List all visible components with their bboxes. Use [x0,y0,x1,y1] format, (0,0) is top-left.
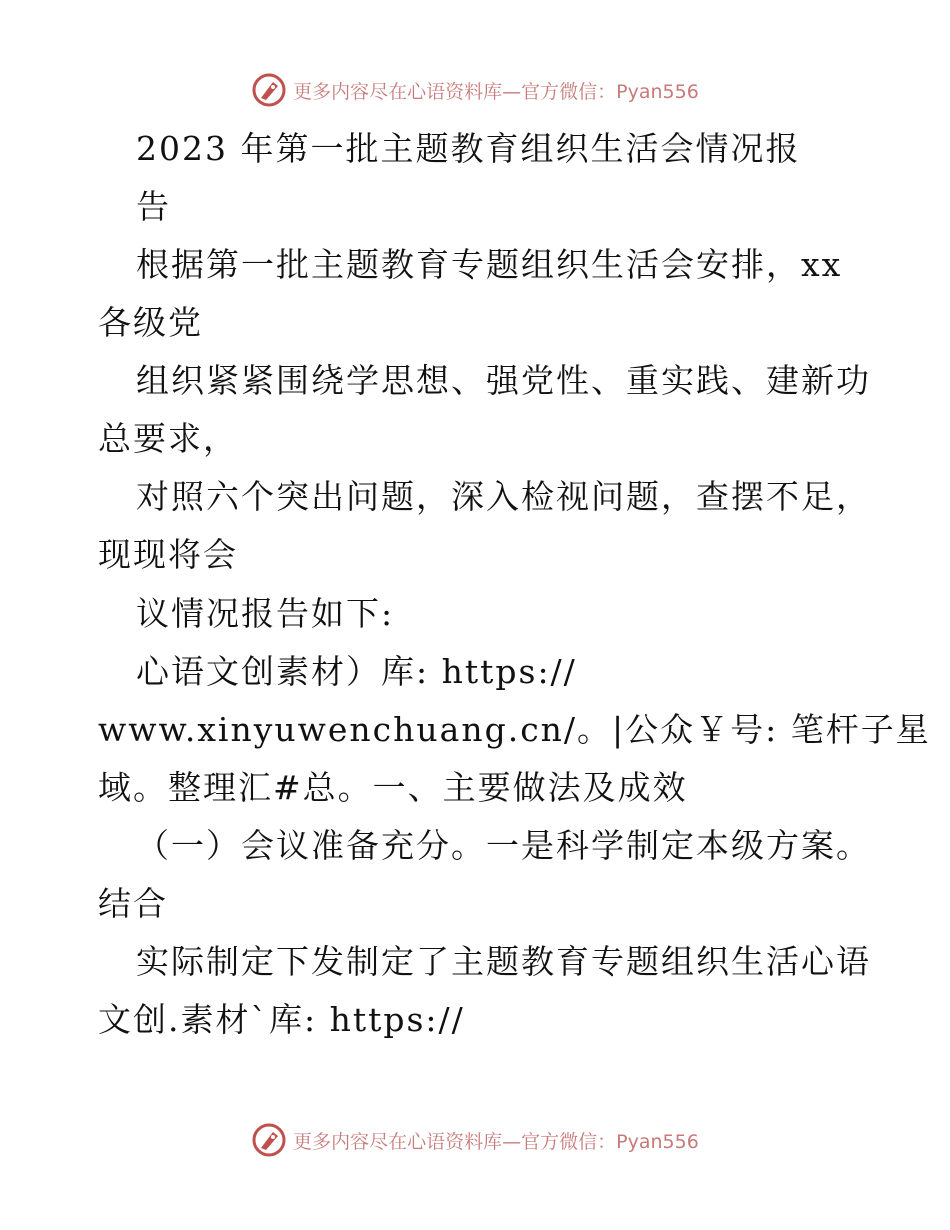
text-line: 现现将会 [98,535,238,574]
text-line: 总要求， [98,419,238,458]
text-line: （一）会议准备充分。一是科学制定本级方案。 [136,826,871,865]
pen-nib-logo-icon [251,72,287,108]
text-line: 议情况报告如下: [136,594,395,633]
text-line: 组织紧紧围绕学思想、强党性、重实践、建新功 [136,361,871,400]
text-line: 实际制定下发制定了主题教育专题组织生活心语 [136,942,871,981]
text-line: 2023 年第一批主题教育组织生活会情况报 [136,129,801,168]
watermark-text: 更多内容尽在心语资料库—官方微信：Pyan556 [293,80,699,103]
text-line: 告 [136,187,171,226]
text-line: 对照六个突出问题，深入检视问题，查摆不足， [136,477,871,516]
text-line: 根据第一批主题教育专题组织生活会安排，xx [136,245,843,284]
text-line: 心语文创素材）库: https:// [136,652,577,691]
text-line: 域。整理汇#总。一、主要做法及成效 [98,768,688,807]
text-line: 结合 [98,884,168,923]
text-line: www.xinyuwenchuang.cn/。|公众￥号: 笔杆子星 [98,710,931,749]
watermark-text: 更多内容尽在心语资料库—官方微信：Pyan556 [293,1130,699,1153]
pen-nib-logo-icon [251,1122,287,1158]
text-line: 文创.素材`库: https:// [98,1000,465,1039]
watermark-header [0,70,950,110]
text-line: 各级党 [98,303,203,342]
watermark-footer [0,1120,950,1160]
